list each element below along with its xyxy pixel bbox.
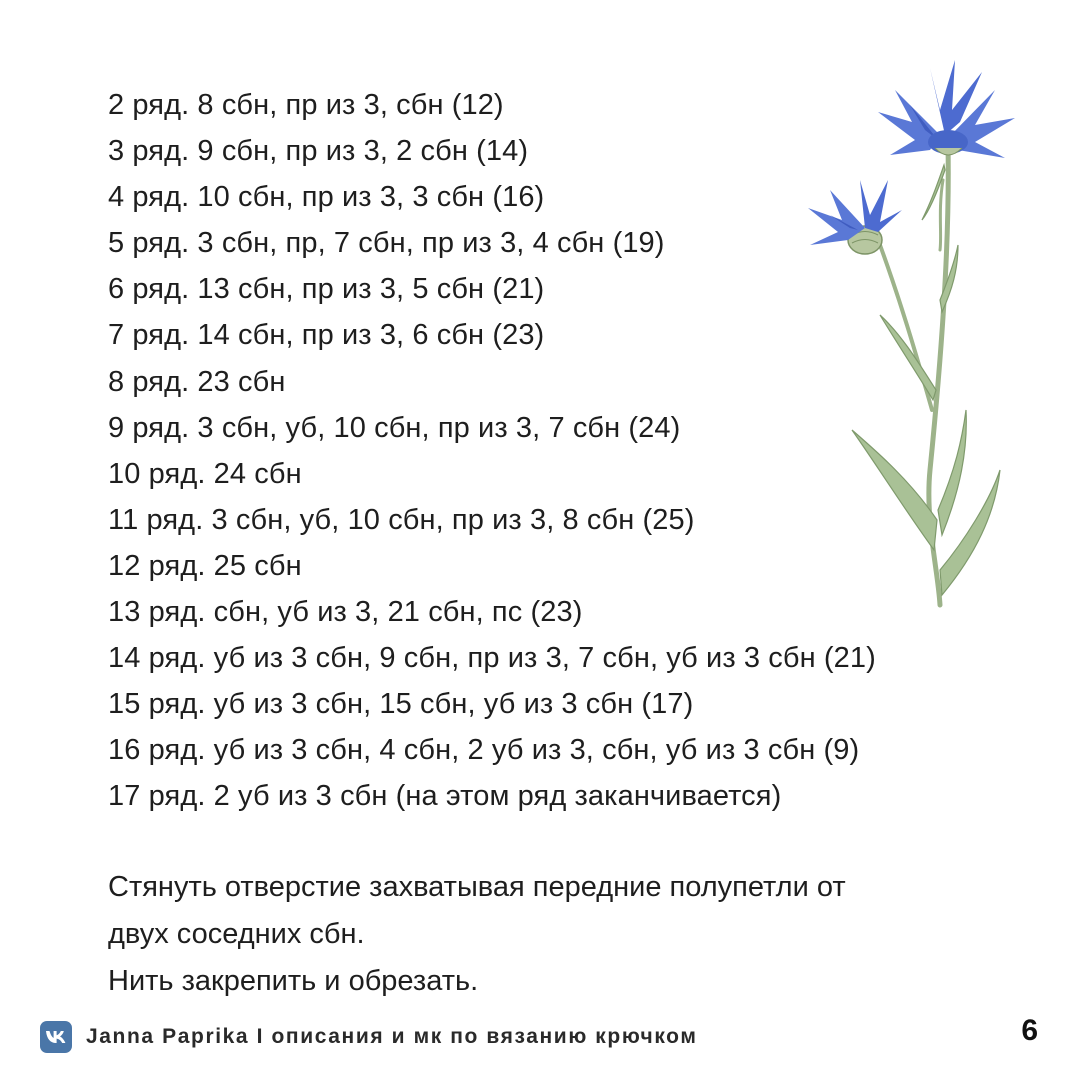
pattern-row: 12 ряд. 25 сбн xyxy=(108,549,302,582)
pattern-row: 10 ряд. 24 сбн xyxy=(108,457,302,490)
flower-stems xyxy=(880,145,948,605)
pattern-row: 14 ряд. уб из 3 сбн, 9 сбн, пр из 3, 7 сбн, уб из 3 сбн (21) xyxy=(108,642,876,675)
pattern-row: 9 ряд. 3 сбн, уб, 10 сбн, пр из 3, 7 сбн (24) xyxy=(108,411,681,444)
pattern-row: 4 ряд. 10 сбн, пр из 3, 3 сбн (16) xyxy=(108,181,545,214)
pattern-row: 8 ряд. 23 сбн xyxy=(108,365,286,398)
footer xyxy=(40,1020,697,1054)
pattern-row: 11 ряд. 3 сбн, уб, 10 сбн, пр из 3, 8 сбн (25) xyxy=(108,503,695,536)
pattern-row: 16 ряд. уб из 3 сбн, 4 сбн, 2 уб из 3, сбн, уб из 3 сбн (9) xyxy=(108,734,860,767)
pattern-row: 7 ряд. 14 сбн, пр из 3, 6 сбн (23) xyxy=(108,319,545,352)
pattern-rows xyxy=(108,82,876,820)
pattern-row: 15 ряд. уб из 3 сбн, 15 сбн, уб из 3 сбн (17) xyxy=(108,688,694,721)
finishing-line: Стянуть отверстие захватывая передние полупетли от xyxy=(108,871,846,903)
finishing-instructions xyxy=(108,864,1008,1005)
pattern-row: 2 ряд. 8 сбн, пр из 3, сбн (12) xyxy=(108,89,504,121)
pattern-row: 3 ряд. 9 сбн, пр из 3, 2 сбн (14) xyxy=(108,135,529,168)
channel-name[interactable]: Janna Paprika I описания и мк по вязанию крючком xyxy=(86,1025,698,1048)
finishing-line: Нить закрепить и обрезать. xyxy=(108,965,479,997)
page-number: 6 xyxy=(1021,1014,1038,1047)
finishing-line: двух соседних сбн. xyxy=(108,918,365,950)
large-flower-head xyxy=(878,60,1015,158)
pattern-row: 13 ряд. сбн, уб из 3, 21 сбн, пс (23) xyxy=(108,596,583,629)
cornflower-illustration xyxy=(790,50,1030,620)
pattern-row: 17 ряд. 2 уб из 3 сбн (на этом ряд заканчивается) xyxy=(108,780,782,813)
pattern-row: 5 ряд. 3 сбн, пр, 7 сбн, пр из 3, 4 сбн (19) xyxy=(108,227,665,260)
pattern-row: 6 ряд. 13 сбн, пр из 3, 5 сбн (21) xyxy=(108,273,545,306)
vk-logo-icon[interactable] xyxy=(40,1021,72,1053)
